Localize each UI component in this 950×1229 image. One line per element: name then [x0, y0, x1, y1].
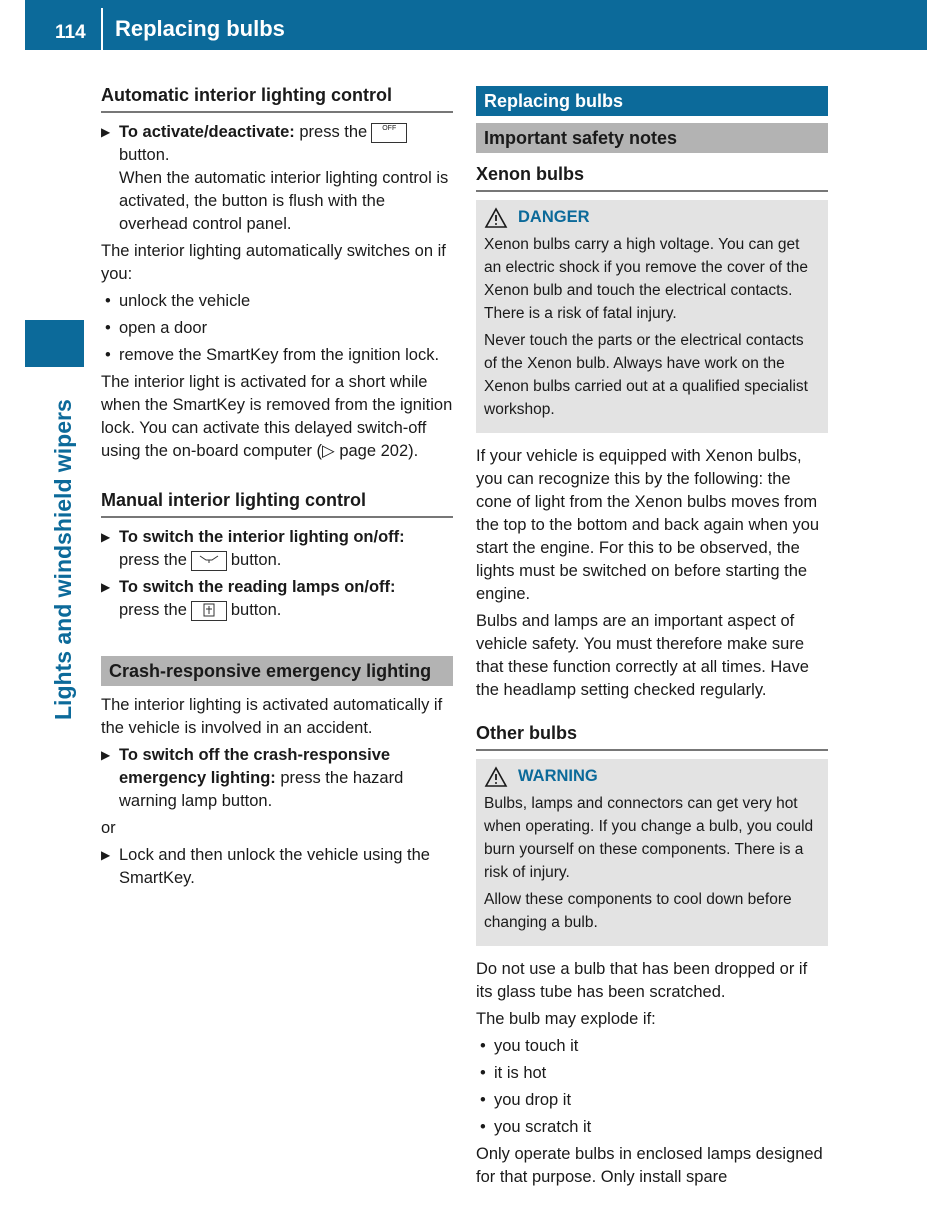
warning-title-row	[484, 765, 820, 788]
reading-lamp-button-icon	[191, 601, 227, 621]
step-text-end: button.	[230, 551, 282, 569]
step-arrow-icon: ▶	[101, 848, 111, 862]
header-divider	[101, 8, 103, 50]
auto-light-button-icon	[371, 123, 407, 143]
manual-lighting-heading: Manual interior lighting control	[101, 489, 453, 518]
danger-title: DANGER	[518, 208, 590, 226]
step-text: press the hazard warning lamp button.	[119, 769, 404, 810]
page-header	[25, 0, 927, 50]
step-bold: To switch the interior lighting on/off:	[119, 528, 405, 546]
subsection-title: Important safety notes	[476, 123, 828, 153]
crash-switch-step	[101, 744, 453, 813]
page-title: Replacing bulbs	[115, 16, 285, 41]
explode-bullet-list	[476, 1035, 828, 1139]
page-number: 114	[55, 22, 86, 43]
activate-step	[101, 121, 453, 236]
step-text-end: button.	[230, 601, 282, 619]
interior-switch-step	[101, 526, 453, 572]
warning-triangle-icon	[484, 766, 508, 788]
section-title: Replacing bulbs	[476, 86, 828, 116]
step-bold: To switch the reading lamps on/off:	[119, 578, 396, 596]
step-text-end: button.	[119, 146, 170, 164]
lock-unlock-step	[101, 844, 453, 890]
step-text: press the	[299, 123, 368, 141]
other-para: Only operate bulbs in enclosed lamps designed for that purpose. Only install spare	[476, 1145, 823, 1186]
xenon-para: If your vehicle is equipped with Xenon bulbs, you can recognize this by the following: the cone of light from the Xenon bulbs moves from the top to the bottom and back again when you start the engine. For this to be observed, the lights must be switched on before starting the engine.	[476, 447, 820, 603]
step-description: When the automatic interior lighting control is activated, the button is flush with the overhead control panel.	[119, 169, 449, 233]
danger-text: Never touch the parts or the electrical contacts of the Xenon bulb. Always have work on the Xenon bulbs carried out at a qualified specialist workshop.	[484, 332, 808, 418]
auto-bullet-list	[101, 290, 453, 367]
danger-box	[476, 200, 828, 433]
other-bulbs-heading: Other bulbs	[476, 722, 828, 751]
step-arrow-icon: ▶	[101, 580, 111, 594]
danger-title-row	[484, 206, 820, 229]
list-item: • you touch it	[480, 1037, 579, 1055]
interior-light-button-icon	[191, 551, 227, 571]
step-arrow-icon: ▶	[101, 125, 111, 139]
xenon-heading: Xenon bulbs	[476, 163, 828, 192]
list-item: • it is hot	[480, 1064, 547, 1082]
other-para: Do not use a bulb that has been dropped or if its glass tube has been scratched.	[476, 960, 808, 1001]
list-item: • you scratch it	[480, 1118, 592, 1136]
left-column	[101, 84, 453, 894]
list-item: • you drop it	[480, 1091, 572, 1109]
warning-text: Allow these components to cool down before changing a bulb.	[484, 891, 792, 931]
auto-para: The interior light is activated for a short while when the SmartKey is removed from the ignition lock. You can activate this delayed switch-off using the on-board computer (▷ page 202).	[101, 373, 453, 460]
crash-para: The interior lighting is activated automatically if the vehicle is involved in an accident.	[101, 696, 443, 737]
list-item: • unlock the vehicle	[105, 292, 251, 310]
xenon-para: Bulbs and lamps are an important aspect of vehicle safety. You must therefore make sure that these function correctly at all times. Have the headlamp setting checked regularly.	[476, 612, 809, 699]
warning-text: Bulbs, lamps and connectors can get very hot when operating. If you change a bulb, you could burn yourself on these components. There is a risk of injury.	[484, 795, 814, 881]
step-text: press the	[119, 551, 187, 569]
step-arrow-icon: ▶	[101, 530, 111, 544]
danger-text: Xenon bulbs carry a high voltage. You can get an electric shock if you remove the cover of the Xenon bulb and touch the electrical contacts. There is a risk of fatal injury.	[484, 236, 808, 322]
section-tab-marker	[25, 320, 84, 367]
warning-triangle-icon	[484, 207, 508, 229]
step-text: press the	[119, 601, 187, 619]
warning-title: WARNING	[518, 767, 598, 785]
list-item: • remove the SmartKey from the ignition lock.	[105, 346, 440, 364]
right-column	[476, 86, 828, 1193]
step-text: Lock and then unlock the vehicle using the SmartKey.	[119, 846, 430, 887]
step-arrow-icon: ▶	[101, 748, 111, 762]
warning-box	[476, 759, 828, 946]
crash-lighting-heading: Crash-responsive emergency lighting	[101, 656, 453, 686]
auto-intro: The interior lighting automatically switches on if you:	[101, 242, 446, 283]
list-item: • open a door	[105, 319, 208, 337]
step-bold: To switch off the crash-responsive emergency lighting:	[119, 746, 391, 787]
auto-light-icon-label: OFF	[382, 124, 397, 132]
step-bold: To activate/deactivate:	[119, 123, 295, 141]
or-text: or	[101, 819, 116, 837]
chapter-label: Lights and windshield wipers	[50, 399, 76, 720]
reading-lamp-step	[101, 576, 453, 622]
auto-lighting-heading: Automatic interior lighting control	[101, 84, 453, 113]
other-para: The bulb may explode if:	[476, 1010, 656, 1028]
